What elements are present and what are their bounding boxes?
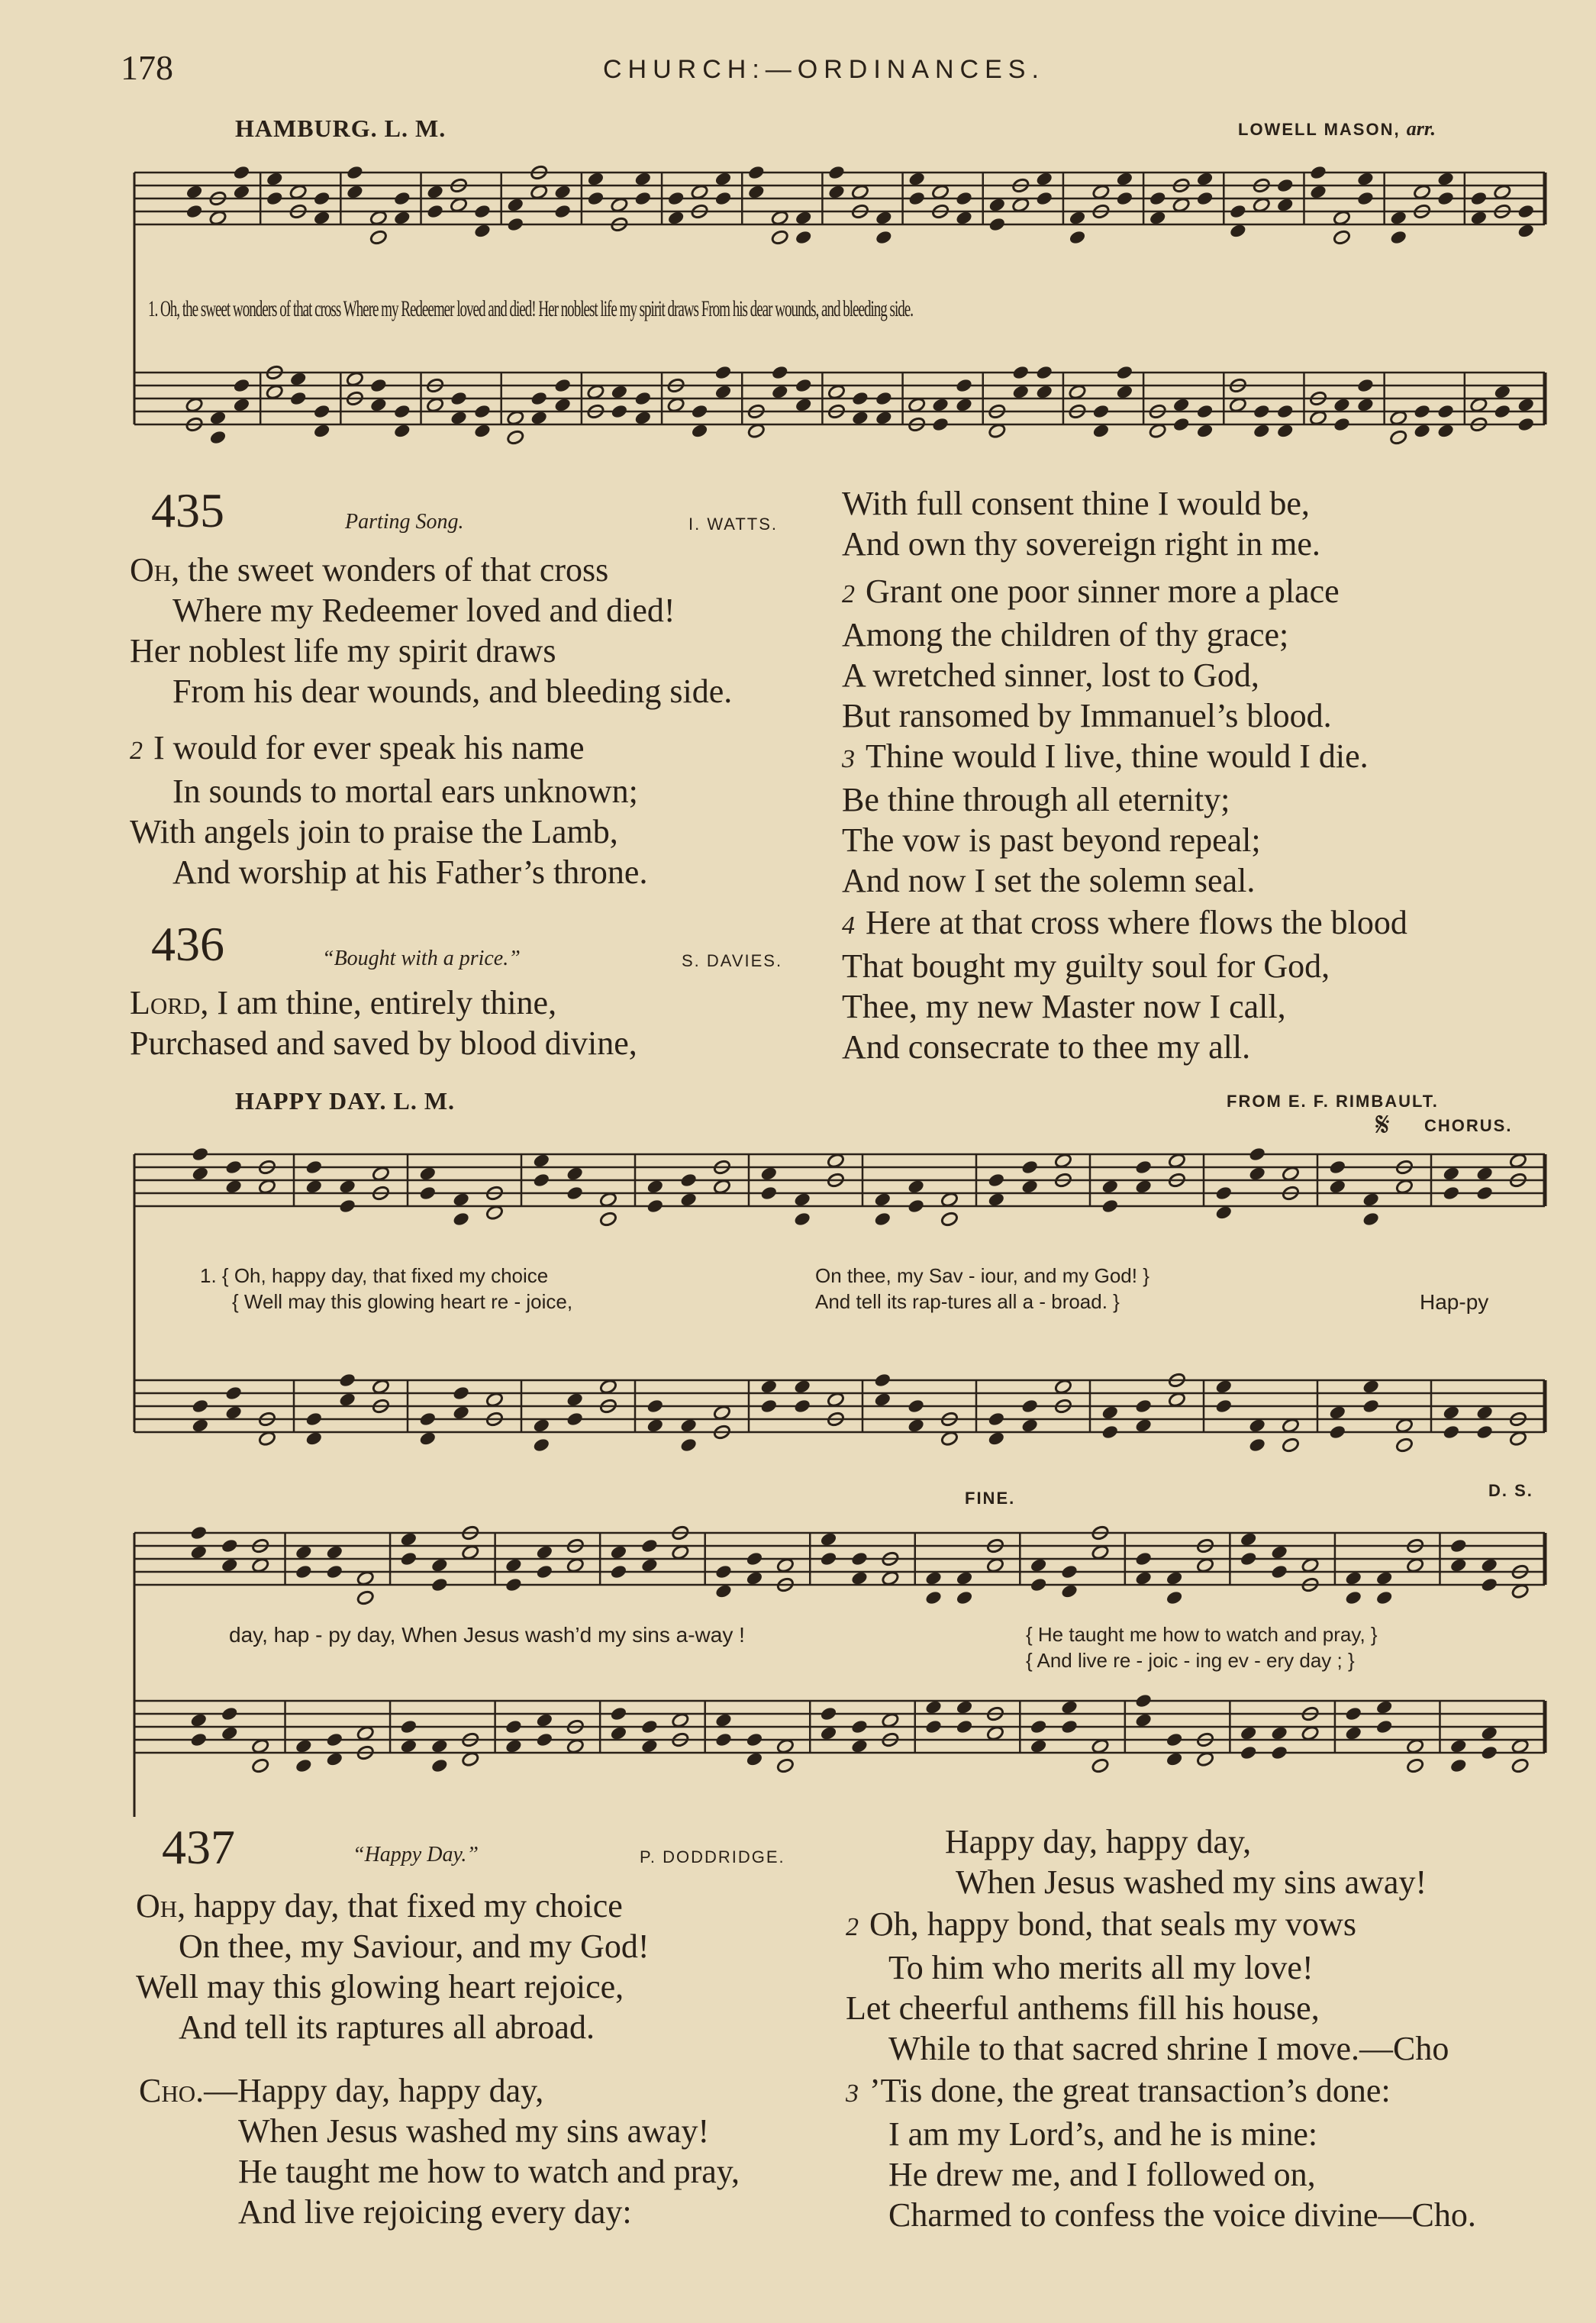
note-head [1134, 1692, 1153, 1708]
happy-sys1-happy: Hap-py [1420, 1290, 1489, 1314]
note-head [224, 1385, 243, 1401]
note-head [714, 1731, 733, 1747]
hymn436-verse1a [130, 982, 637, 1063]
verse-line: And live rejoicing every day: [238, 2193, 632, 2231]
ds-label: D. S. [1488, 1481, 1533, 1500]
running-header: CHURCH:—ORDINANCES. [603, 55, 1045, 84]
note-head [851, 390, 869, 406]
happy-sys2-line-b1: { He taught me how to watch and pray, } [1026, 1623, 1378, 1646]
note-head [819, 1550, 837, 1566]
note-head [1442, 1424, 1460, 1440]
verse-line: And worship at his Father’s throne. [172, 853, 648, 891]
note-head [1375, 1589, 1394, 1605]
verse-line: In sounds to mortal ears unknown; [172, 773, 638, 810]
verse-line: On thee, my Saviour, and my God! [179, 1928, 650, 1965]
note-head [505, 1718, 523, 1734]
note-head [610, 403, 628, 419]
fine-label: FINE. [965, 1489, 1016, 1508]
note-head [1060, 1718, 1079, 1734]
note-head [1134, 1398, 1153, 1414]
note-head [1356, 190, 1375, 206]
note-head [1362, 1398, 1380, 1414]
verse-line: I am thine, entirely thine, [217, 984, 557, 1021]
note-head [1101, 1198, 1119, 1214]
note-head [1469, 190, 1488, 206]
note-head [1091, 1757, 1109, 1773]
note-head [988, 216, 1006, 232]
verse-line: And tell its raptures all abroad. [179, 2008, 595, 2046]
note-head [1060, 1563, 1079, 1579]
note-head [955, 190, 973, 206]
hymn-title-436: “Bought with a price.” [322, 947, 521, 970]
note-head [1395, 1437, 1414, 1453]
note-head [1442, 1185, 1460, 1201]
note-head [1134, 1550, 1153, 1566]
verse-line: A wretched sinner, lost to God, [842, 657, 1259, 694]
note-head [356, 1589, 375, 1605]
note-head [1196, 403, 1214, 419]
note-head [1436, 190, 1455, 206]
note-head [955, 377, 973, 393]
note-head [430, 1757, 449, 1773]
note-head [1344, 1705, 1362, 1721]
note-head [505, 1576, 523, 1592]
note-head [747, 164, 766, 180]
note-head [1475, 1185, 1494, 1201]
note-head [232, 164, 250, 180]
verse-line: Grant one poor sinner more a place [866, 573, 1340, 610]
note-head [640, 1537, 659, 1554]
note-head [566, 1185, 584, 1201]
note-head [1406, 1757, 1424, 1773]
chorus-label: CHORUS. [1424, 1116, 1513, 1135]
hymn437-verse2 [846, 1904, 1449, 2069]
note-head [1375, 1718, 1394, 1734]
note-head [224, 1159, 243, 1175]
note-head [266, 190, 284, 206]
note-head [1389, 429, 1407, 445]
verse-line: And own thy sovereign right in me. [842, 525, 1320, 563]
note-head [1282, 1437, 1300, 1453]
verse-line: When Jesus washed my sins away! [956, 1863, 1427, 1901]
note-head [1020, 1398, 1039, 1414]
note-head [646, 1398, 664, 1414]
note-head [1475, 1424, 1494, 1440]
note-head [634, 390, 652, 406]
note-head [426, 203, 444, 219]
note-head [599, 1211, 617, 1227]
hymn-title-435: Parting Song. [345, 510, 464, 534]
note-head [987, 1411, 1005, 1427]
note-head [875, 229, 893, 245]
verse-number: 2 [842, 580, 855, 608]
verse-number: 2 [846, 1913, 859, 1941]
note-head [295, 1757, 313, 1773]
verse-line: Purchased and saved by blood divine, [130, 1024, 637, 1062]
note-head [1030, 1576, 1048, 1592]
note-head [793, 1211, 811, 1227]
note-head [399, 1718, 418, 1734]
verse-line: The vow is past beyond repeal; [842, 821, 1261, 859]
note-head [191, 1398, 209, 1414]
note-head [1328, 1424, 1346, 1440]
verse-line: Here at that cross where flows the blood [866, 904, 1407, 941]
note-head [1276, 403, 1295, 419]
note-head [289, 390, 308, 406]
note-head [535, 1563, 553, 1579]
verse-number: 2 [130, 737, 143, 765]
note-head [452, 1385, 470, 1401]
note-head [1172, 416, 1191, 432]
note-head [295, 1563, 313, 1579]
note-head [1511, 1757, 1530, 1773]
verse-line: Her noblest life my spirit draws [130, 632, 556, 669]
first-word: Lord, [130, 984, 209, 1021]
verse-line: the sweet wonders of that cross [188, 551, 609, 589]
happy-sys1-line1b: On thee, my Sav - iour, and my God! } [815, 1264, 1149, 1287]
verse-line: And consecrate to thee my all. [842, 1028, 1251, 1066]
note-head [553, 203, 572, 219]
note-head [232, 377, 250, 393]
verse-line: Well may this glowing heart rejoice, [136, 1968, 624, 2005]
note-head [714, 190, 732, 206]
verse-line: But ransomed by Immanuel’s blood. [842, 697, 1332, 734]
note-head [325, 1563, 343, 1579]
note-head [873, 1372, 892, 1388]
note-head [1115, 190, 1133, 206]
hymn-number-435: 435 [151, 483, 224, 537]
note-head [931, 416, 950, 432]
verse-line: And now I set the solemn seal. [842, 862, 1256, 899]
note-head [875, 390, 893, 406]
chorus-abbrev: Cho. [139, 2072, 205, 2109]
note-head [1517, 203, 1535, 219]
verse-line: With full consent thine I would be, [842, 485, 1310, 522]
verse-line: Thee, my new Master now I call, [842, 988, 1286, 1025]
note-head [1517, 416, 1535, 432]
note-head [452, 1211, 470, 1227]
note-head [1166, 1589, 1184, 1605]
hymn437-verse3 [846, 2070, 1476, 2235]
note-head [399, 1550, 418, 1566]
hymn435-verse1 [130, 550, 732, 711]
note-head [1436, 403, 1455, 419]
tune-name-happy-day: HAPPY DAY. L. M. [235, 1087, 456, 1115]
hymn-author-437: P. DODDRIDGE. [640, 1847, 785, 1866]
note-head [532, 1172, 550, 1188]
note-head [907, 1198, 925, 1214]
note-head [1101, 1424, 1119, 1440]
note-head [1248, 1437, 1266, 1453]
note-head [714, 1563, 733, 1579]
note-head [1214, 1398, 1233, 1414]
note-head [185, 203, 204, 219]
note-head [1356, 377, 1375, 393]
note-head [1270, 1563, 1288, 1579]
note-head [1480, 1744, 1498, 1760]
note-head [305, 1159, 323, 1175]
verse-line: ’Tis done, the great transaction’s done: [869, 2072, 1391, 2109]
note-head [1240, 1744, 1258, 1760]
hymn437-verse1 [136, 1886, 650, 2047]
composer-suffix: arr. [1406, 118, 1436, 140]
note-head [679, 1172, 698, 1188]
note-head [793, 1398, 811, 1414]
verse-line: Among the children of thy grace; [842, 616, 1289, 653]
note-head [1276, 177, 1295, 193]
note-head [771, 364, 789, 380]
note-head [221, 1537, 239, 1554]
note-head [1134, 1159, 1153, 1175]
note-head [745, 1550, 763, 1566]
note-head [1068, 229, 1086, 245]
note-head [450, 390, 468, 406]
note-head [1248, 1146, 1266, 1162]
note-head [530, 390, 548, 406]
note-head [305, 1411, 323, 1427]
hymn435-verse2 [130, 728, 647, 892]
note-head [535, 1731, 553, 1747]
verse-line: To him who merits all my love! [888, 1949, 1314, 1986]
note-head [208, 429, 227, 445]
hymn436-verse3 [842, 736, 1369, 901]
note-head [609, 1705, 627, 1721]
note-head [251, 1757, 269, 1773]
note-head [313, 190, 331, 206]
note-head [1328, 1159, 1346, 1175]
note-head [369, 377, 388, 393]
verse-line: With angels join to praise the Lamb, [130, 813, 618, 850]
verse-line: Be thine through all eternity; [842, 781, 1230, 818]
note-head [506, 216, 524, 232]
note-head [1011, 364, 1030, 380]
verse-line: While to that sacred shrine I move.—Cho [888, 2030, 1449, 2067]
verse-line: From his dear wounds, and bleeding side. [172, 673, 733, 710]
note-head [430, 1576, 449, 1592]
note-head [1480, 1576, 1498, 1592]
note-head [221, 1705, 239, 1721]
hymn436-verse1b [842, 483, 1320, 564]
note-head [313, 403, 331, 419]
verse-line: Oh, happy bond, that seals my vows [869, 1905, 1356, 1943]
note-head [1115, 364, 1133, 380]
note-head [924, 1589, 943, 1605]
note-head [759, 1398, 778, 1414]
note-head [827, 164, 846, 180]
note-head [714, 364, 732, 380]
note-head [1270, 1744, 1288, 1760]
note-head [1030, 1718, 1048, 1734]
note-head [566, 1411, 584, 1427]
tune-name-hamburg: HAMBURG. L. M. [235, 115, 447, 142]
hymn437-chorus [139, 2070, 740, 2232]
hamburg-lyric-line: 1. Oh, the sweet wonders of that cross Where my Redeemer loved and died! Her noblest life my spirit draws From his dear wounds, and bleeding side. [148, 296, 913, 321]
note-head [1333, 416, 1351, 432]
note-head [1149, 190, 1167, 206]
note-head [1196, 190, 1214, 206]
note-head [776, 1757, 795, 1773]
note-head [771, 229, 789, 245]
note-head [473, 403, 492, 419]
note-head [667, 190, 685, 206]
note-head [850, 1718, 869, 1734]
verse-line: happy day, that fixed my choice [194, 1887, 623, 1925]
verse-line: I would for ever speak his name [153, 729, 585, 766]
note-head [191, 1146, 209, 1162]
note-head [1166, 1731, 1184, 1747]
hymn436-verse4 [842, 902, 1407, 1067]
note-head [189, 1731, 208, 1747]
note-head [1449, 1757, 1468, 1773]
note-head [1229, 203, 1247, 219]
note-head [325, 1731, 343, 1747]
note-head [473, 203, 492, 219]
hymn-number-436: 436 [151, 917, 224, 971]
note-head [506, 429, 524, 445]
note-head [1333, 229, 1351, 245]
composer-name: LOWELL MASON, [1238, 120, 1401, 139]
hymn-number-437: 437 [162, 1820, 235, 1874]
note-head [553, 377, 572, 393]
happy-sys1-line2a: { Well may this glowing heart re - joice, [232, 1290, 573, 1313]
note-head [346, 164, 364, 180]
note-head [955, 1589, 973, 1605]
hymn-author-436: S. DAVIES. [682, 951, 783, 970]
note-head [338, 1372, 356, 1388]
note-head [795, 229, 813, 245]
note-head [646, 1198, 664, 1214]
verse-line: That bought my guilty soul for God, [842, 947, 1330, 985]
note-head [1449, 1537, 1468, 1554]
verse-number: 4 [842, 911, 855, 940]
note-head [1035, 364, 1053, 380]
note-head [609, 1563, 627, 1579]
note-head [1253, 403, 1271, 419]
note-head [418, 1185, 437, 1201]
note-head [850, 1550, 869, 1566]
happy-sys2-line-b2: { And live re - joic - ing ev - ery day ; } [1026, 1649, 1355, 1672]
first-word: Oh, [130, 551, 180, 589]
note-head [189, 1524, 208, 1541]
note-head [1413, 403, 1431, 419]
note-head [1389, 229, 1407, 245]
note-head [418, 1411, 437, 1427]
note-head [745, 1731, 763, 1747]
note-head [873, 1211, 892, 1227]
note-head [679, 1437, 698, 1453]
note-head [795, 377, 813, 393]
hymn-author-435: I. WATTS. [688, 515, 778, 534]
hymn437-chorus-continued [945, 1821, 1427, 1902]
note-head [1020, 1159, 1039, 1175]
verse-line: —Happy day, happy day, [204, 2072, 544, 2109]
note-head [1309, 164, 1327, 180]
verse-line: He taught me how to watch and pray, [238, 2153, 740, 2190]
verse-line: He drew me, and I followed on, [888, 2156, 1316, 2193]
note-head [393, 190, 411, 206]
verse-number: 3 [842, 745, 855, 773]
note-head [1493, 403, 1511, 419]
verse-line: Let cheerful anthems fill his house, [846, 1989, 1320, 2027]
happy-sys1-line2b: And tell its rap-tures all a - broad. } [815, 1290, 1120, 1313]
note-head [924, 1718, 943, 1734]
page-number: 178 [121, 48, 173, 87]
note-head [955, 1718, 973, 1734]
note-head [1091, 403, 1110, 419]
verse-line: Happy day, happy day, [945, 1823, 1252, 1860]
happy-sys2-line-a: day, hap - py day, When Jesus wash’d my sins a-way ! [229, 1623, 745, 1647]
note-head [1344, 1589, 1362, 1605]
note-head [532, 1437, 550, 1453]
note-head [987, 1172, 1005, 1188]
hymn436-verse2 [842, 571, 1340, 736]
note-head [819, 1705, 837, 1721]
note-head [393, 403, 411, 419]
happy-sys1-line1a: 1. { Oh, happy day, that fixed my choice [200, 1264, 549, 1287]
note-head [908, 190, 926, 206]
note-head [907, 1398, 925, 1414]
note-head [1362, 1211, 1380, 1227]
note-head [634, 190, 652, 206]
hymn-title-437: “Happy Day.” [353, 1843, 479, 1866]
verse-line: Thine would I live, thine would I die. [866, 737, 1369, 775]
verse-line: When Jesus washed my sins away! [238, 2112, 710, 2150]
note-head [1240, 1550, 1258, 1566]
note-head [1214, 1185, 1233, 1201]
verse-line: I am my Lord’s, and he is mine: [888, 2115, 1318, 2153]
note-head [759, 1185, 778, 1201]
note-head [1035, 190, 1053, 206]
note-head [691, 403, 709, 419]
segno-icon: 𝄋 [1375, 1106, 1390, 1144]
verse-line: Where my Redeemer loved and died! [172, 592, 675, 629]
verse-number: 3 [846, 2079, 859, 2108]
first-word: Oh, [136, 1887, 186, 1925]
note-head [369, 229, 388, 245]
note-head [940, 1211, 959, 1227]
verse-line: Charmed to confess the voice divine—Cho. [888, 2196, 1476, 2234]
composer-happy-day: FROM E. F. RIMBAULT. [1227, 1092, 1439, 1111]
note-head [586, 190, 605, 206]
note-head [640, 1718, 659, 1734]
note-head [338, 1198, 356, 1214]
